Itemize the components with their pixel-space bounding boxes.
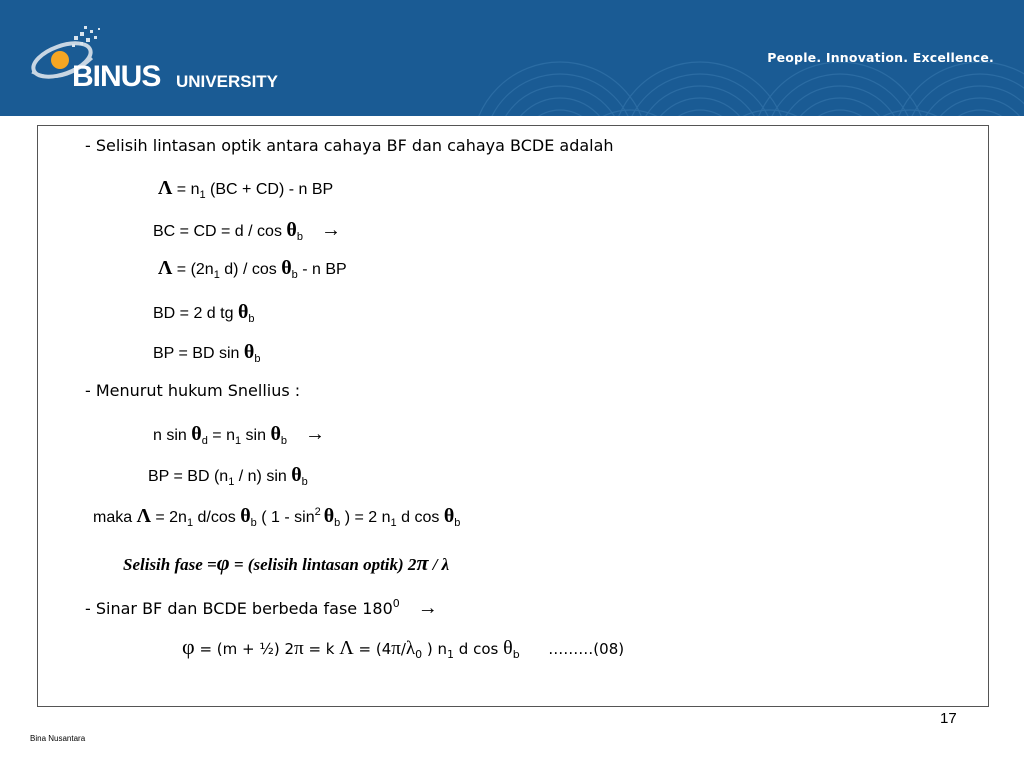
header-banner xyxy=(0,0,1024,116)
theta-symbol: θ xyxy=(286,219,297,241)
eq-text: - n BP xyxy=(297,261,347,278)
arrow-icon: → xyxy=(305,423,326,445)
equation-line-5 xyxy=(153,301,255,325)
subscript: 1 xyxy=(228,476,235,488)
subscript: 1 xyxy=(213,269,220,281)
theta-symbol: θ xyxy=(281,257,292,279)
phi-symbol: φ xyxy=(216,550,230,575)
equation-line-3 xyxy=(153,219,341,243)
text-line-1: - Selisih lintasan optik antara cahaya BF dan cahaya BCDE adalah xyxy=(85,136,614,155)
subscript: 1 xyxy=(186,517,194,529)
lambda-symbol: Λ xyxy=(158,177,173,199)
page-number: 17 xyxy=(940,710,957,727)
eq-text: d/cos xyxy=(193,509,241,526)
lambda-symbol: Λ xyxy=(339,637,354,659)
logo-university: UNIVERSITY xyxy=(176,72,279,91)
subscript: b xyxy=(296,231,303,243)
eq-text: BP = BD sin xyxy=(153,345,244,362)
slide-content-box xyxy=(37,125,989,707)
eq-text: / xyxy=(400,640,406,658)
eq-text: = 2n xyxy=(150,509,187,526)
subscript: b xyxy=(512,648,520,661)
subscript: d xyxy=(201,435,208,447)
eq-text: / λ xyxy=(428,555,450,574)
equation-number: ………(08) xyxy=(519,640,625,658)
subscript: b xyxy=(291,269,298,281)
theta-symbol: θ xyxy=(191,423,202,445)
eq-text: = (4 xyxy=(353,640,392,658)
equation-line-4 xyxy=(158,257,347,281)
text-line-12 xyxy=(85,598,438,618)
superscript: 2 xyxy=(314,506,321,518)
eq-text: n sin xyxy=(153,427,192,444)
subscript: 0 xyxy=(415,648,423,661)
subscript: b xyxy=(250,517,257,529)
eq-text: - Sinar BF dan BCDE berbeda fase 180 xyxy=(85,599,393,618)
subscript: b xyxy=(301,476,308,488)
pi-symbol: π xyxy=(294,638,304,659)
eq-text: = k xyxy=(303,640,340,658)
subscript: 1 xyxy=(447,648,455,661)
equation-line-10 xyxy=(93,505,461,529)
phase-difference-line xyxy=(123,552,449,574)
theta-symbol: θ xyxy=(323,505,335,527)
arrow-icon: → xyxy=(320,219,341,241)
eq-text: = (selisih lintasan optik) 2 xyxy=(229,555,417,574)
subscript: b xyxy=(334,517,341,529)
eq-text: maka xyxy=(93,509,137,526)
subscript: 1 xyxy=(234,435,242,447)
eq-text: = n xyxy=(207,427,235,444)
eq-text: sin xyxy=(241,427,271,444)
theta-symbol: θ xyxy=(270,423,281,445)
lambda-symbol: λ xyxy=(405,638,416,659)
eq-text: = (2n xyxy=(172,261,214,278)
eq-text: (BC + CD) - n BP xyxy=(205,181,334,198)
theta-symbol: θ xyxy=(291,464,302,486)
eq-text: Selisih fase = xyxy=(123,555,217,574)
superscript: 0 xyxy=(392,597,400,610)
eq-text: ( 1 - sin xyxy=(256,509,315,526)
eq-text: d cos xyxy=(396,509,444,526)
subscript: b xyxy=(254,353,261,365)
lambda-symbol: Λ xyxy=(136,505,151,527)
eq-text: BC = CD = d / cos xyxy=(153,223,287,240)
logo-brand: BINUS xyxy=(72,60,161,93)
theta-symbol: θ xyxy=(237,301,249,323)
equation-line-13 xyxy=(182,634,625,661)
eq-text: ) = 2 n xyxy=(340,509,391,526)
equation-line-6 xyxy=(153,341,261,365)
eq-text: BP = BD (n xyxy=(148,468,229,485)
theta-symbol: θ xyxy=(503,637,513,659)
subscript: b xyxy=(280,435,288,447)
eq-text: = n xyxy=(172,181,200,198)
phi-symbol: φ xyxy=(182,634,195,659)
theta-symbol: θ xyxy=(240,505,251,527)
eq-text: / n) sin xyxy=(234,468,292,485)
eq-text: d) / cos xyxy=(219,261,282,278)
eq-text: = (m + ½) 2 xyxy=(194,640,295,658)
equation-line-8 xyxy=(153,423,326,447)
subscript: b xyxy=(248,313,255,325)
pi-symbol: π xyxy=(416,550,429,575)
tagline: People. Innovation. Excellence. xyxy=(767,50,994,65)
eq-text: d cos xyxy=(454,640,504,658)
theta-symbol: θ xyxy=(443,505,455,527)
theta-symbol: θ xyxy=(243,341,255,363)
pi-symbol: π xyxy=(391,638,401,659)
equation-line-2 xyxy=(158,177,334,201)
eq-text: BD = 2 d tg xyxy=(153,305,238,322)
equation-line-9 xyxy=(148,464,308,488)
subscript: 1 xyxy=(390,517,397,529)
arrow-icon: → xyxy=(417,597,438,619)
text-line-7: - Menurut hukum Snellius : xyxy=(85,381,301,400)
lambda-symbol: Λ xyxy=(158,257,173,279)
binus-logo-icon xyxy=(22,18,302,108)
footer-text: Bina Nusantara xyxy=(30,734,86,743)
eq-text: ) n xyxy=(422,640,448,658)
subscript: 1 xyxy=(199,189,206,201)
subscript: b xyxy=(454,517,461,529)
